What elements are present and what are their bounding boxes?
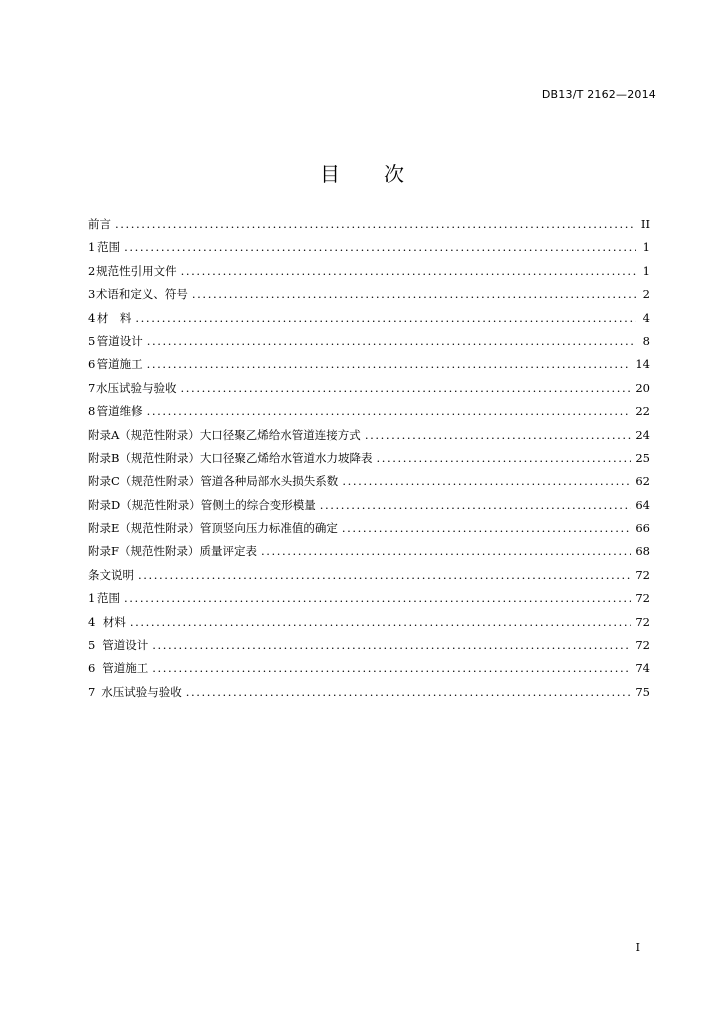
toc-entry-explanation-6[interactable] bbox=[88, 657, 650, 680]
leader-dots bbox=[130, 611, 631, 634]
toc-entry-label: 大口径聚乙烯给水管道水力坡降表 bbox=[199, 450, 373, 465]
toc-title-char-2: 次 bbox=[384, 162, 404, 186]
toc-entry-page: 75 bbox=[635, 684, 650, 699]
leader-dots bbox=[152, 634, 631, 657]
leader-dots bbox=[342, 517, 631, 540]
leader-dots bbox=[192, 283, 636, 306]
toc-entry-page: 25 bbox=[635, 450, 650, 465]
toc-entry-page: 72 bbox=[635, 591, 650, 606]
toc-entry-explanation-1[interactable] bbox=[88, 587, 650, 610]
toc-entry-number: 8 bbox=[88, 404, 96, 419]
toc-entry-number: 3 bbox=[88, 287, 96, 302]
leader-dots bbox=[138, 564, 631, 587]
toc-entry-page: 68 bbox=[635, 544, 650, 559]
leader-dots bbox=[152, 657, 631, 680]
toc-entry-page: 4 bbox=[642, 310, 650, 325]
toc-entry-label: 范围 bbox=[97, 240, 121, 255]
toc-entry-label: 水压试验与验收 bbox=[96, 380, 177, 395]
toc-entry-label: 管道设计 bbox=[96, 333, 143, 348]
toc-entry-appendix-b[interactable] bbox=[88, 447, 650, 470]
toc-entry-number: 6 bbox=[88, 357, 96, 372]
leader-dots bbox=[147, 353, 632, 376]
toc-entry-number: 7 bbox=[88, 684, 96, 699]
toc-entry-number: 4 bbox=[88, 310, 96, 325]
leader-dots bbox=[124, 236, 636, 259]
toc-entry-2[interactable] bbox=[88, 260, 650, 283]
toc-entry-label: 材 料 bbox=[96, 310, 132, 325]
toc-entry-number: 4 bbox=[88, 614, 96, 629]
toc-entry-label: 管道施工 bbox=[96, 357, 143, 372]
toc-entry-page: 64 bbox=[635, 497, 650, 512]
toc-entry-number: 1 bbox=[88, 591, 96, 606]
toc-entry-1[interactable] bbox=[88, 236, 650, 259]
document-code: DB13/T 2162—2014 bbox=[541, 88, 656, 101]
toc-entry-page: 1 bbox=[642, 263, 650, 278]
leader-dots bbox=[147, 400, 632, 423]
leader-dots bbox=[320, 494, 632, 517]
toc-entry-page: 72 bbox=[635, 638, 650, 653]
toc-entry-preface[interactable] bbox=[88, 213, 650, 236]
toc-entry-label: 条文说明 bbox=[88, 567, 134, 582]
toc-entry-label: 术语和定义、符号 bbox=[95, 287, 188, 302]
leader-dots bbox=[261, 540, 631, 563]
leader-dots bbox=[365, 424, 632, 447]
toc-entry-label: 管道维修 bbox=[96, 404, 143, 419]
toc-entry-3[interactable] bbox=[88, 283, 650, 306]
leader-dots bbox=[115, 213, 636, 236]
toc-entry-explanation[interactable] bbox=[88, 564, 650, 587]
toc-entry-4[interactable] bbox=[88, 307, 650, 330]
toc-entry-label: 前言 bbox=[88, 217, 111, 231]
toc-entry-5[interactable] bbox=[88, 330, 650, 353]
toc-entry-appendix-f[interactable] bbox=[88, 540, 650, 563]
toc-entry-label: 规范性引用文件 bbox=[96, 263, 177, 278]
leader-dots bbox=[376, 447, 631, 470]
toc-title-char-1: 目 bbox=[320, 162, 340, 186]
toc-title bbox=[0, 158, 724, 187]
toc-entry-page: 20 bbox=[635, 380, 650, 395]
toc-entry-appendix-e[interactable] bbox=[88, 517, 650, 540]
appendix-number: 附录C（规范性附录） bbox=[88, 474, 201, 489]
toc-entry-page: 72 bbox=[635, 567, 650, 582]
toc-entry-number: 1 bbox=[88, 240, 96, 255]
appendix-number: 附录D（规范性附录） bbox=[88, 497, 201, 512]
leader-dots bbox=[181, 377, 632, 400]
toc-entry-label: 水压试验与验收 bbox=[101, 684, 182, 699]
toc-entry-appendix-d[interactable] bbox=[88, 494, 650, 517]
leader-dots bbox=[147, 330, 636, 353]
toc-entry-label: 质量评定表 bbox=[199, 544, 257, 559]
toc-entry-page: 2 bbox=[642, 287, 650, 302]
toc-entry-8[interactable] bbox=[88, 400, 650, 423]
toc-entry-label: 管道施工 bbox=[102, 661, 149, 676]
toc-entry-page: 1 bbox=[642, 240, 650, 255]
toc-entry-page: 14 bbox=[635, 357, 650, 372]
toc-entry-number: 5 bbox=[88, 638, 96, 653]
page-number: I bbox=[635, 941, 640, 954]
toc-entry-6[interactable] bbox=[88, 353, 650, 376]
leader-dots bbox=[186, 681, 632, 704]
appendix-number: 附录B（规范性附录） bbox=[88, 450, 200, 465]
toc-entry-page: 8 bbox=[642, 333, 650, 348]
toc-entry-appendix-a[interactable] bbox=[88, 424, 650, 447]
appendix-number: 附录F（规范性附录） bbox=[88, 544, 200, 559]
toc-entry-7[interactable] bbox=[88, 377, 650, 400]
toc-entry-page: 22 bbox=[635, 404, 650, 419]
toc-entry-label: 大口径聚乙烯给水管道连接方式 bbox=[199, 427, 361, 442]
toc-entry-number: 5 bbox=[88, 333, 96, 348]
table-of-contents bbox=[88, 213, 650, 704]
toc-entry-page: 74 bbox=[635, 661, 650, 676]
toc-entry-number: 7 bbox=[88, 380, 96, 395]
toc-entry-page: 66 bbox=[635, 521, 650, 536]
toc-entry-label: 管道设计 bbox=[102, 638, 149, 653]
leader-dots bbox=[342, 470, 631, 493]
toc-entry-page: II bbox=[640, 217, 650, 231]
toc-entry-explanation-4[interactable] bbox=[88, 611, 650, 634]
toc-entry-label: 范围 bbox=[97, 591, 121, 606]
toc-entry-label: 管顶竖向压力标准值的确定 bbox=[199, 521, 338, 536]
toc-entry-page: 24 bbox=[635, 427, 650, 442]
toc-entry-label: 材料 bbox=[102, 614, 126, 629]
toc-entry-number: 2 bbox=[88, 263, 96, 278]
toc-entry-explanation-7[interactable] bbox=[88, 681, 650, 704]
toc-entry-appendix-c[interactable] bbox=[88, 470, 650, 493]
leader-dots bbox=[181, 260, 636, 283]
toc-entry-explanation-5[interactable] bbox=[88, 634, 650, 657]
toc-entry-page: 62 bbox=[635, 474, 650, 489]
appendix-number: 附录A（规范性附录） bbox=[88, 427, 200, 442]
leader-dots bbox=[135, 307, 636, 330]
appendix-number: 附录E（规范性附录） bbox=[88, 521, 200, 536]
toc-entry-label: 管道各种局部水头损失系数 bbox=[200, 474, 339, 489]
toc-entry-page: 72 bbox=[635, 614, 650, 629]
toc-entry-number: 6 bbox=[88, 661, 96, 676]
leader-dots bbox=[124, 587, 631, 610]
toc-entry-label: 管侧土的综合变形模量 bbox=[200, 497, 316, 512]
